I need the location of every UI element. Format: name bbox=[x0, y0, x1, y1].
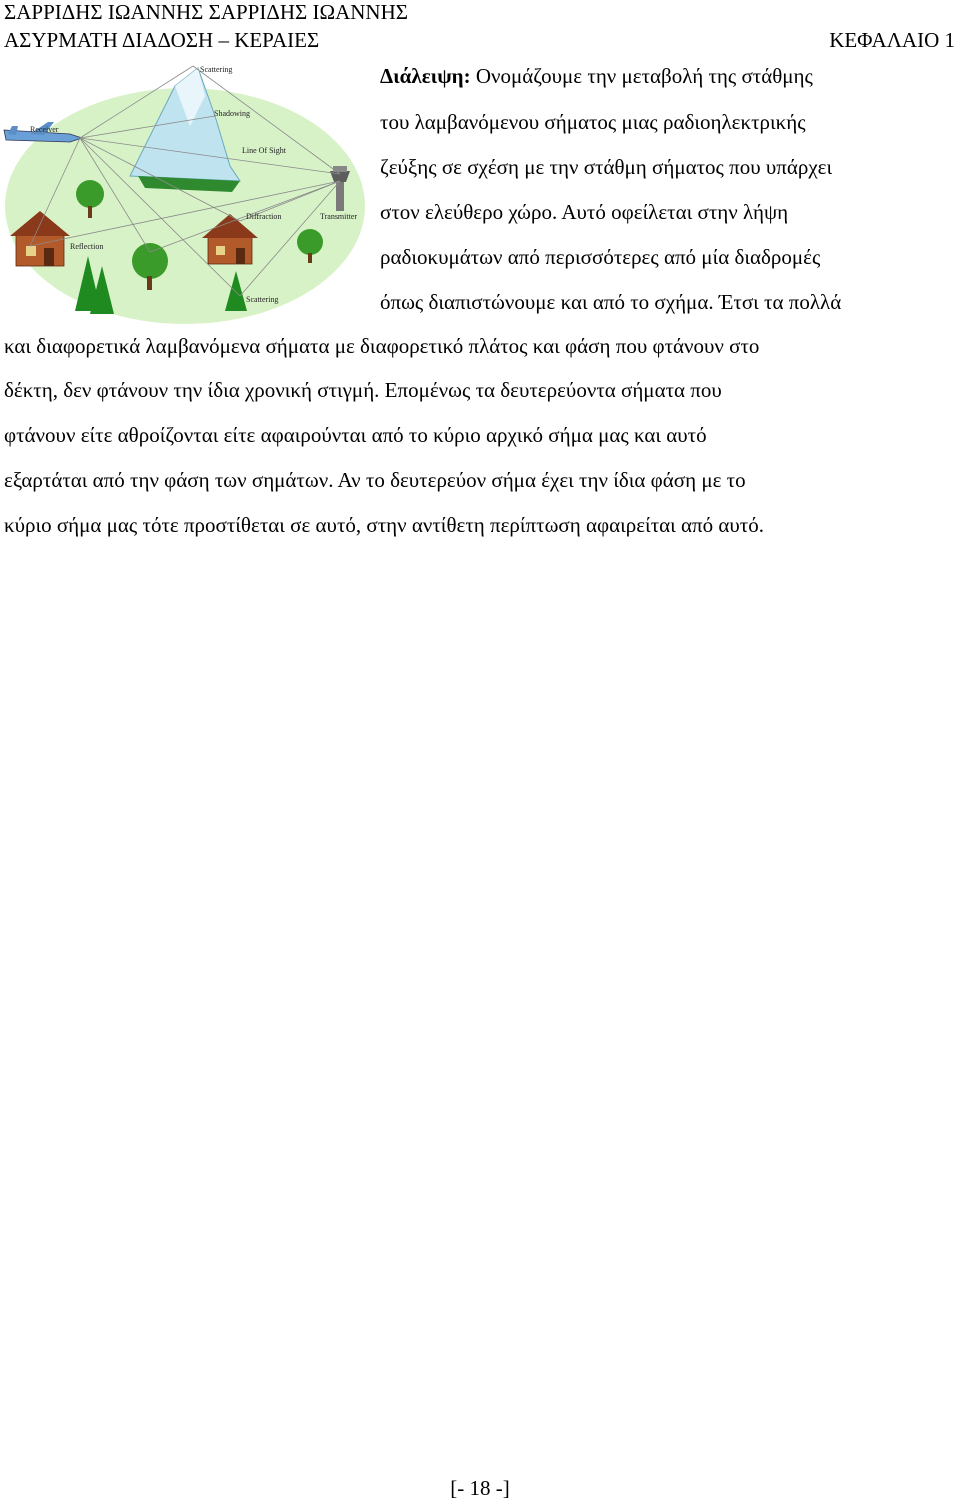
label-transmitter: Transmitter bbox=[320, 212, 358, 221]
paragraph-line: εξαρτάται από την φάση των σημάτων. Αν το δευτερεύον σήμα έχει την ίδια φάση με το bbox=[4, 468, 746, 492]
term-bold: Διάλειψη: bbox=[380, 64, 471, 88]
paragraph-line: δέκτη, δεν φτάνουν την ίδια χρονική στιγμή. Επομένως τα δευτερεύοντα σήματα που bbox=[4, 378, 722, 402]
multipath-propagation-figure bbox=[0, 56, 370, 326]
page-number: [- 18 -] bbox=[450, 1476, 510, 1500]
paragraph-line: του λαμβανόμενου σήματος μιας ραδιοηλεκτρικής bbox=[380, 110, 806, 134]
header-chapter: ΚΕΦΑΛΑΙΟ 1 bbox=[829, 28, 955, 52]
label-line-of-sight: Line Of Sight bbox=[242, 146, 286, 155]
paragraph-line: στον ελεύθερο χώρο. Αυτό οφείλεται στην λήψη bbox=[380, 200, 789, 224]
paragraph-line: και διαφορετικά λαμβανόμενα σήματα με διαφορετικό πλάτος και φάση που φτάνουν στο bbox=[4, 334, 760, 358]
header-title: ΑΣΥΡΜΑΤΗ ΔΙΑΔΟΣΗ – ΚΕΡΑΙΕΣ bbox=[4, 28, 320, 52]
label-shadowing: Shadowing bbox=[214, 109, 250, 118]
paragraph-line-text: Ονομάζουμε την μεταβολή της στάθμης bbox=[470, 64, 813, 88]
paragraph-line: κύριο σήμα μας τότε προστίθεται σε αυτό, στην αντίθετη περίπτωση αφαιρείται από αυτό. bbox=[4, 513, 764, 537]
paragraph-line bbox=[380, 64, 813, 88]
label-diffraction: Diffraction bbox=[246, 212, 282, 221]
label-scattering-bottom: Scattering bbox=[246, 295, 279, 304]
label-receiver: Receiver bbox=[30, 125, 59, 134]
label-scattering-top: Scattering bbox=[200, 65, 233, 74]
paragraph-line: φτάνουν είτε αθροίζονται είτε αφαιρούνται από το κύριο αρχικό σήμα μας και αυτό bbox=[4, 423, 707, 447]
paragraph-line: ραδιοκυμάτων από περισσότερες από μία διαδρομές bbox=[380, 245, 821, 269]
paragraph-line: ζεύξης σε σχέση με την στάθμη σήματος που υπάρχει bbox=[380, 155, 833, 179]
label-reflection: Reflection bbox=[70, 242, 104, 251]
paragraph-line: όπως διαπιστώνουμε και από το σχήμα. Έτσι τα πολλά bbox=[380, 290, 842, 314]
header-author: ΣΑΡΡΙΔΗΣ ΙΩΑΝΝΗΣ ΣΑΡΡΙΔΗΣ ΙΩΑΝΝΗΣ bbox=[4, 0, 408, 24]
